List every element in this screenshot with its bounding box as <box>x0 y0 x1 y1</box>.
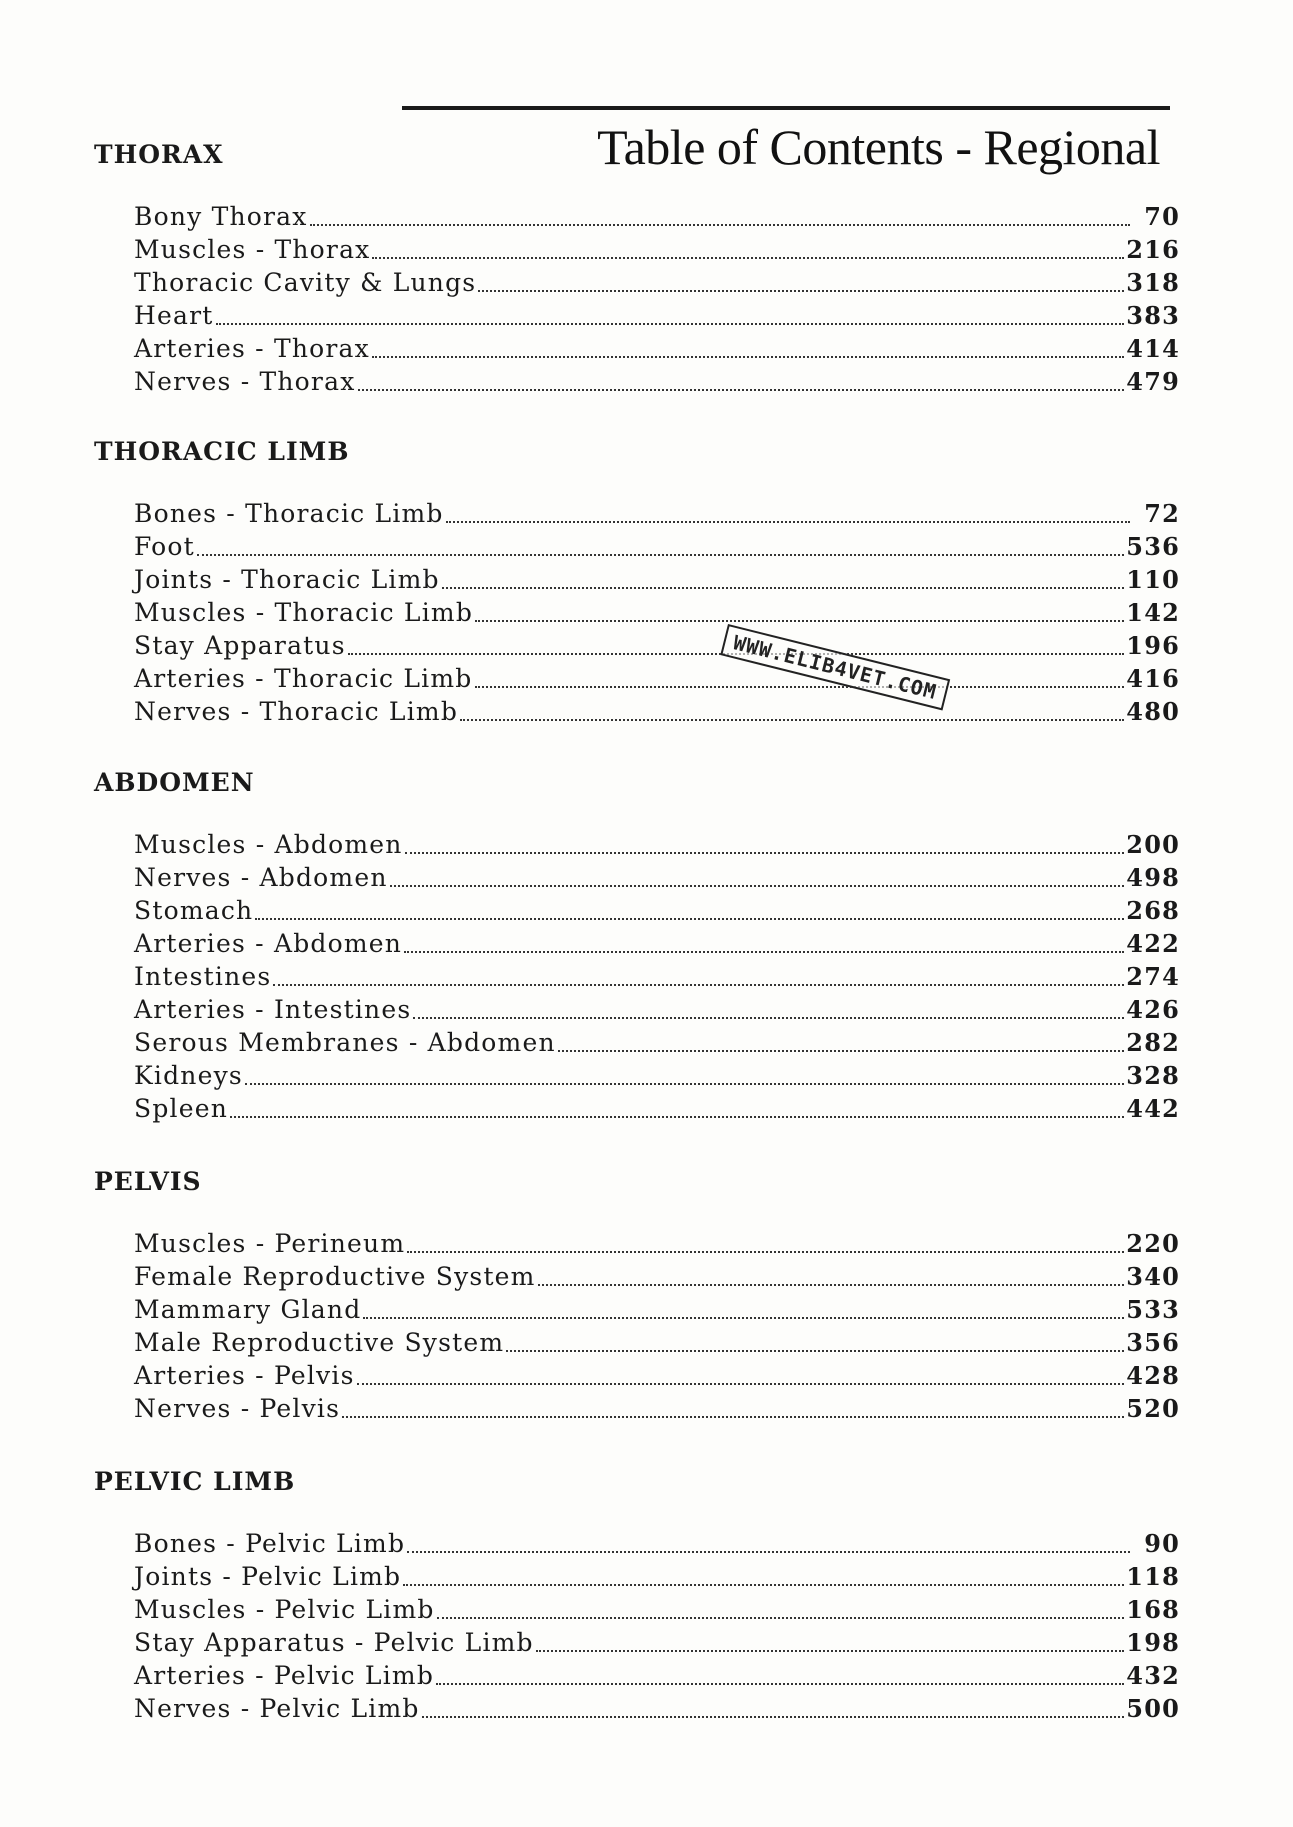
dot-leader <box>437 1617 1125 1619</box>
toc-entry[interactable] <box>134 596 1180 629</box>
toc-entry[interactable] <box>134 993 1180 1026</box>
dot-leader <box>536 1650 1125 1652</box>
toc-entry[interactable] <box>134 1659 1180 1692</box>
dot-leader <box>413 1017 1124 1019</box>
toc-entry[interactable] <box>134 960 1180 993</box>
entry-page: 198 <box>1126 1628 1180 1657</box>
toc-entry[interactable] <box>134 1260 1180 1293</box>
entry-page: 356 <box>1126 1328 1180 1357</box>
dot-leader <box>230 1116 1124 1118</box>
dot-leader <box>273 984 1124 986</box>
entry-label: Arteries - Thoracic Limb <box>134 664 473 693</box>
entry-label: Nerves - Pelvis <box>134 1394 341 1423</box>
entry-page: 216 <box>1126 235 1180 264</box>
entry-label: Serous Membranes - Abdomen <box>134 1028 556 1057</box>
entry-page: 90 <box>1144 1529 1180 1558</box>
toc-entry[interactable] <box>134 1092 1180 1125</box>
entry-label: Stay Apparatus <box>134 631 346 660</box>
toc-entry[interactable] <box>134 563 1180 596</box>
toc-entry[interactable] <box>134 530 1180 563</box>
entry-page: 428 <box>1126 1361 1180 1390</box>
toc-entry[interactable] <box>134 1626 1180 1659</box>
toc-entry[interactable] <box>134 927 1180 960</box>
entry-page: 414 <box>1126 334 1180 363</box>
dot-leader <box>357 1383 1125 1385</box>
entry-label: Nerves - Thoracic Limb <box>134 697 459 726</box>
entry-label: Heart <box>134 301 214 330</box>
dot-leader <box>506 1350 1124 1352</box>
entry-page: 426 <box>1126 995 1180 1024</box>
toc-entry[interactable] <box>134 1359 1180 1392</box>
toc-entry[interactable] <box>134 497 1180 530</box>
entry-page: 416 <box>1126 664 1180 693</box>
dot-leader <box>372 356 1124 358</box>
dot-leader <box>538 1284 1125 1286</box>
entry-label: Stay Apparatus - Pelvic Limb <box>134 1628 534 1657</box>
toc-entry[interactable] <box>134 629 1180 662</box>
entry-page: 479 <box>1126 367 1180 396</box>
entry-page: 328 <box>1126 1061 1180 1090</box>
dot-leader <box>475 686 1125 688</box>
toc-entry[interactable] <box>134 1026 1180 1059</box>
entry-label: Muscles - Abdomen <box>134 830 403 859</box>
toc-entry[interactable] <box>134 1227 1180 1260</box>
entry-label: Nerves - Pelvic Limb <box>134 1694 420 1723</box>
entry-label: Arteries - Abdomen <box>134 929 403 958</box>
toc-entry[interactable] <box>134 695 1180 728</box>
entry-list <box>134 828 1180 1125</box>
entry-label: Arteries - Pelvis <box>134 1361 355 1390</box>
entry-label: Spleen <box>134 1094 229 1123</box>
dot-leader <box>372 257 1124 259</box>
dot-leader <box>460 719 1124 721</box>
dot-leader <box>404 951 1124 953</box>
entry-page: 118 <box>1126 1562 1180 1591</box>
toc-entry[interactable] <box>134 1293 1180 1326</box>
dot-leader <box>405 852 1125 854</box>
dot-leader <box>422 1716 1125 1718</box>
toc-entry[interactable] <box>134 1326 1180 1359</box>
entry-page: 196 <box>1126 631 1180 660</box>
dot-leader <box>442 587 1125 589</box>
entry-label: Female Reproductive System <box>134 1262 536 1291</box>
toc-entry[interactable] <box>134 332 1180 365</box>
dot-leader <box>403 1584 1124 1586</box>
section-heading: THORACIC LIMB <box>94 437 350 466</box>
entry-page: 442 <box>1126 1094 1180 1123</box>
section-heading: THORAX <box>94 140 224 169</box>
dot-leader <box>216 323 1125 325</box>
toc-entry[interactable] <box>134 1392 1180 1425</box>
entry-page: 520 <box>1126 1394 1180 1423</box>
dot-leader <box>390 885 1125 887</box>
entry-label: Mammary Gland <box>134 1295 362 1324</box>
dot-leader <box>436 1683 1124 1685</box>
watermark-stamp: WWW.ELIB4VET.COM <box>720 624 950 710</box>
entry-label: Male Reproductive System <box>134 1328 505 1357</box>
toc-entry[interactable] <box>134 894 1180 927</box>
section-heading: PELVIS <box>94 1167 202 1196</box>
entry-page: 282 <box>1126 1028 1180 1057</box>
dot-leader <box>475 620 1124 622</box>
entry-page: 70 <box>1144 202 1180 231</box>
entry-page: 200 <box>1126 830 1180 859</box>
entry-label: Bones - Thoracic Limb <box>134 499 444 528</box>
toc-entry[interactable] <box>134 1527 1180 1560</box>
entry-page: 536 <box>1126 532 1180 561</box>
toc-entry[interactable] <box>134 233 1180 266</box>
entry-label: Muscles - Pelvic Limb <box>134 1595 435 1624</box>
dot-leader <box>342 1416 1124 1418</box>
toc-entry[interactable] <box>134 299 1180 332</box>
entry-label: Joints - Thoracic Limb <box>134 565 440 594</box>
entry-page: 110 <box>1126 565 1180 594</box>
section-heading: ABDOMEN <box>94 768 255 797</box>
entry-page: 383 <box>1126 301 1180 330</box>
dot-leader <box>197 554 1124 556</box>
entry-list <box>134 1227 1180 1425</box>
entry-page: 168 <box>1126 1595 1180 1624</box>
entry-label: Stomach <box>134 896 254 925</box>
dot-leader <box>358 389 1125 391</box>
entry-label: Muscles - Thorax <box>134 235 371 264</box>
entry-label: Muscles - Thoracic Limb <box>134 598 474 627</box>
entry-label: Nerves - Thorax <box>134 367 356 396</box>
entry-page: 220 <box>1126 1229 1180 1258</box>
entry-page: 274 <box>1126 962 1180 991</box>
toc-entry[interactable] <box>134 200 1180 233</box>
dot-leader <box>363 1317 1124 1319</box>
dot-leader <box>407 1551 1130 1553</box>
dot-leader <box>255 918 1124 920</box>
toc-entry[interactable] <box>134 861 1180 894</box>
page-title: Table of Contents - Regional <box>597 119 1160 175</box>
toc-entry[interactable] <box>134 266 1180 299</box>
entry-page: 422 <box>1126 929 1180 958</box>
header-rule <box>402 106 1170 110</box>
entry-list <box>134 497 1180 728</box>
entry-page: 500 <box>1126 1694 1180 1723</box>
entry-page: 318 <box>1126 268 1180 297</box>
toc-entry[interactable] <box>134 1692 1180 1725</box>
entry-list <box>134 1527 1180 1725</box>
dot-leader <box>558 1050 1125 1052</box>
entry-page: 533 <box>1126 1295 1180 1324</box>
entry-list <box>134 200 1180 398</box>
toc-entry[interactable] <box>134 828 1180 861</box>
entry-page: 480 <box>1126 697 1180 726</box>
dot-leader <box>446 521 1130 523</box>
entry-label: Joints - Pelvic Limb <box>134 1562 402 1591</box>
toc-entry[interactable] <box>134 1593 1180 1626</box>
entry-page: 72 <box>1144 499 1180 528</box>
entry-label: Foot <box>134 532 195 561</box>
toc-entry[interactable] <box>134 662 1180 695</box>
entry-page: 498 <box>1126 863 1180 892</box>
entry-label: Arteries - Intestines <box>134 995 412 1024</box>
dot-leader <box>407 1251 1124 1253</box>
entry-label: Bones - Pelvic Limb <box>134 1529 406 1558</box>
entry-label: Muscles - Perineum <box>134 1229 406 1258</box>
entry-page: 142 <box>1126 598 1180 627</box>
entry-page: 340 <box>1126 1262 1180 1291</box>
section-heading: PELVIC LIMB <box>94 1467 296 1496</box>
toc-entry[interactable] <box>134 365 1180 398</box>
entry-label: Arteries - Thorax <box>134 334 370 363</box>
dot-leader <box>478 290 1124 292</box>
toc-entry[interactable] <box>134 1059 1180 1092</box>
entry-label: Intestines <box>134 962 272 991</box>
entry-label: Bony Thorax <box>134 202 308 231</box>
entry-label: Thoracic Cavity & Lungs <box>134 268 477 297</box>
entry-label: Arteries - Pelvic Limb <box>134 1661 435 1690</box>
dot-leader <box>245 1083 1124 1085</box>
entry-page: 432 <box>1126 1661 1180 1690</box>
entry-label: Kidneys <box>134 1061 243 1090</box>
entry-page: 268 <box>1126 896 1180 925</box>
entry-label: Nerves - Abdomen <box>134 863 388 892</box>
dot-leader <box>310 224 1130 226</box>
toc-entry[interactable] <box>134 1560 1180 1593</box>
